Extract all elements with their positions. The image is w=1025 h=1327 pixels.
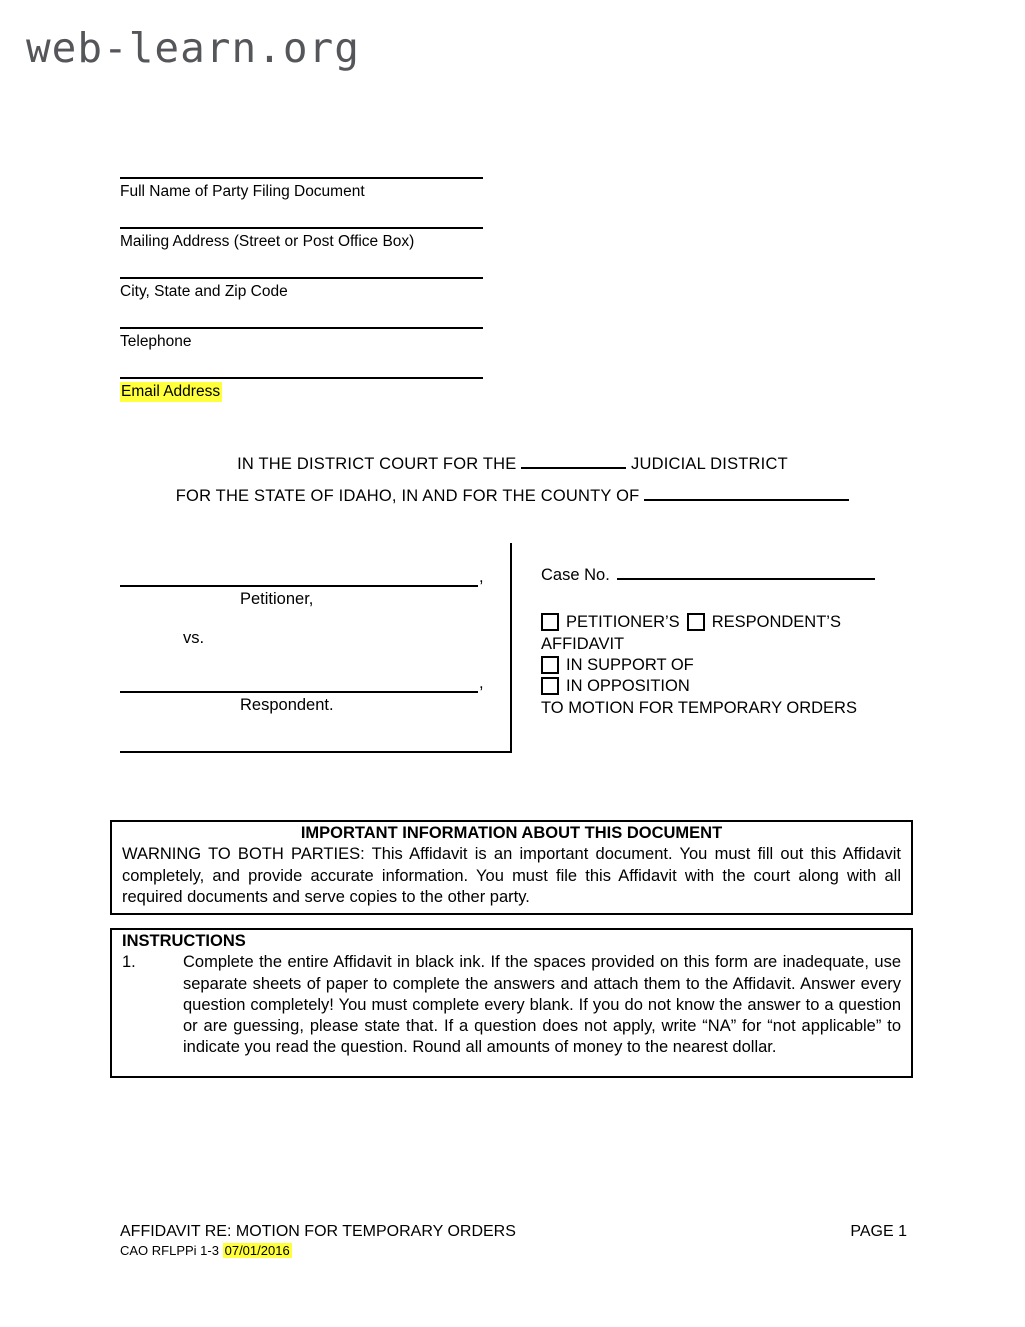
filer-contact-fields (120, 177, 483, 427)
footer-doc-title: AFFIDAVIT RE: MOTION FOR TEMPORARY ORDERS (120, 1223, 516, 1240)
page-footer (120, 1222, 907, 1259)
vs-label: vs. (183, 629, 205, 647)
respondent-comma: , (479, 674, 484, 692)
important-box-body: WARNING TO BOTH PARTIES: This Affidavit is an important document. You must fill out this Affidavit completely, and provide accurate information. You must file this Affidavit with the court along with all required documents and serve copies to the other party. (122, 845, 901, 906)
important-information-box (110, 820, 913, 915)
full-name-field[interactable] (120, 177, 483, 227)
respondent-name-blank[interactable] (120, 691, 478, 693)
case-no-label: Case No. (541, 566, 610, 584)
footer-page-number: PAGE 1 (850, 1223, 907, 1240)
affidavit-word-row (541, 634, 624, 654)
county-blank[interactable] (644, 499, 849, 501)
heading-line1-after: JUDICIAL DISTRICT (631, 455, 788, 473)
mailing-address-field[interactable] (120, 227, 483, 277)
affidavit-label: AFFIDAVIT (541, 634, 625, 653)
city-state-zip-label: City, State and Zip Code (120, 283, 288, 300)
instruction-item-1 (122, 952, 901, 1058)
in-opposition-row (541, 676, 690, 696)
to-motion-label: TO MOTION FOR TEMPORARY ORDERS (541, 698, 857, 717)
telephone-label: Telephone (120, 333, 192, 350)
in-support-label: IN SUPPORT OF (566, 655, 694, 674)
to-motion-row (541, 698, 857, 718)
footer-revision-date-highlighted: 07/01/2016 (224, 1243, 290, 1258)
instruction-item-1-number: 1. (122, 953, 136, 972)
mailing-address-label: Mailing Address (Street or Post Office Box) (120, 233, 415, 250)
heading-line1-before: IN THE DISTRICT COURT FOR THE (237, 455, 517, 473)
telephone-field[interactable] (120, 327, 483, 377)
in-opposition-label: IN OPPOSITION (566, 676, 690, 695)
footer-form-code-row (120, 1243, 907, 1259)
web-learn-logo: web-learn.org (26, 24, 360, 72)
footer-title-row (120, 1222, 907, 1241)
footer-form-code: CAO RFLPPi 1-3 (120, 1243, 219, 1258)
respondents-checkbox-label: RESPONDENT’S (711, 612, 841, 631)
email-address-field[interactable] (120, 377, 483, 427)
petitioners-checkbox-label: PETITIONER’S (566, 612, 680, 631)
in-support-row (541, 655, 694, 675)
affidavit-party-row (541, 612, 841, 632)
important-box-title: IMPORTANT INFORMATION ABOUT THIS DOCUMENT (300, 824, 723, 842)
respondent-label: Respondent. (240, 696, 334, 714)
in-opposition-checkbox[interactable] (541, 677, 559, 695)
case-caption-parties (120, 543, 512, 753)
instruction-item-1-text: Complete the entire Affidavit in black ink. If the spaces provided on this form are inadequate, use separate sheets of paper to complete the answers and attach them to the Affidavit. Answer every question completely! You must complete every blank. If you do not know the answer to a question or are guessing, please state that. If a question does not apply, write “NA” for “not applicable” to indicate you read the question. Round all amounts of money to the nearest dollar. (183, 953, 901, 1057)
case-caption-title-area (541, 563, 901, 733)
case-number-row (541, 566, 875, 585)
judicial-district-blank[interactable] (521, 467, 626, 469)
court-heading-line2 (0, 480, 1025, 512)
instructions-box-title: INSTRUCTIONS (122, 932, 246, 950)
court-heading (0, 448, 1025, 512)
petitioner-comma: , (479, 568, 484, 586)
petitioners-checkbox[interactable] (541, 613, 559, 631)
court-heading-line1 (0, 448, 1025, 480)
full-name-label: Full Name of Party Filing Document (120, 183, 365, 200)
petitioner-name-blank[interactable] (120, 585, 478, 587)
city-state-zip-field[interactable] (120, 277, 483, 327)
case-number-blank[interactable] (617, 578, 875, 580)
in-support-checkbox[interactable] (541, 656, 559, 674)
email-address-label-highlighted: Email Address (121, 383, 221, 400)
instructions-box (110, 928, 913, 1078)
petitioner-label: Petitioner, (240, 590, 314, 608)
respondents-checkbox[interactable] (687, 613, 705, 631)
heading-line2-before: FOR THE STATE OF IDAHO, IN AND FOR THE COUNTY OF (175, 487, 640, 505)
